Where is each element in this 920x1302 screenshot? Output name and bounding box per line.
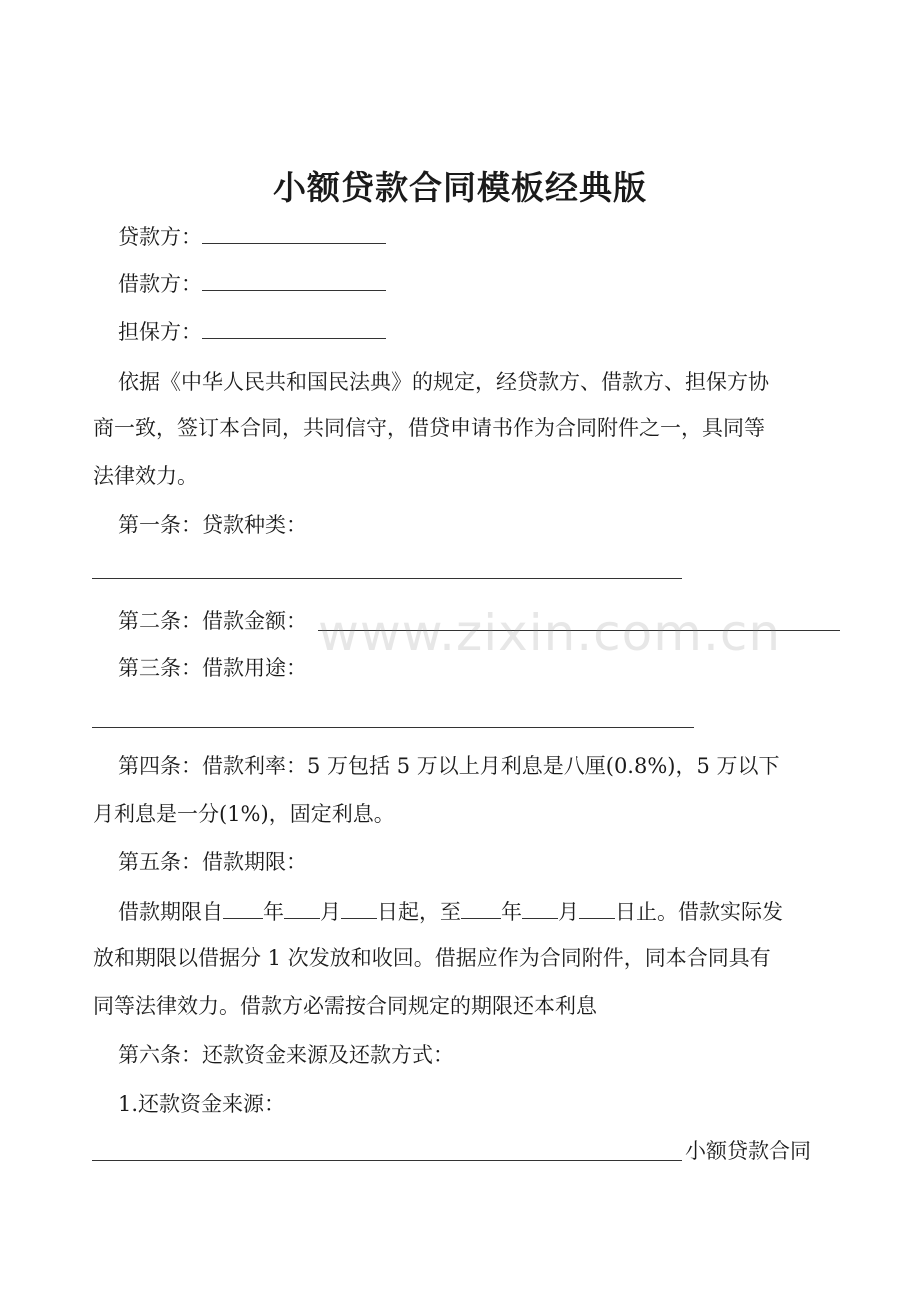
intro-line-1: 依据《中华人民共和国民法典》的规定，经贷款方、借款方、担保方协 xyxy=(118,370,769,394)
day-from-label: 日起，至 xyxy=(377,900,461,924)
start-month-blank xyxy=(284,898,320,919)
article-5-line-2: 放和期限以借据分 1 次发放和收回。借据应作为合同附件，同本合同具有 xyxy=(93,946,771,970)
article-2-heading: 第二条：借款金额： xyxy=(118,609,307,633)
footer-tail-text: 小额贷款合同 xyxy=(685,1139,811,1163)
guarantor-line xyxy=(118,317,386,347)
article-4-line-1: 第四条：借款利率：5 万包括 5 万以上月利息是八厘(0.8%)，5 万以下 xyxy=(118,754,780,778)
intro-line-3: 法律效力。 xyxy=(93,464,198,488)
end-day-blank xyxy=(579,898,615,919)
document-title: 小额贷款合同模板经典版 xyxy=(273,168,647,207)
end-month-blank xyxy=(522,898,558,919)
lender-label: 贷款方： xyxy=(118,225,202,249)
article-2-line xyxy=(118,606,307,636)
day-to-label: 日止。借款实际发 xyxy=(615,900,783,924)
watermark: www.zixin.com.cn xyxy=(318,604,782,662)
guarantor-blank xyxy=(202,318,386,339)
article-4-line-2: 月利息是一分(1%)，固定利息。 xyxy=(93,802,395,826)
borrower-label: 借款方： xyxy=(118,272,202,296)
lender-line xyxy=(118,222,386,252)
repayment-source-blank xyxy=(92,1160,682,1161)
start-year-blank xyxy=(223,898,263,919)
article-1-heading: 第一条：贷款种类： xyxy=(118,513,307,537)
guarantor-label: 担保方： xyxy=(118,320,202,344)
article-5-line-3: 同等法律效力。借款方必需按合同规定的期限还本利息 xyxy=(93,994,597,1018)
year-label-2: 年 xyxy=(501,900,522,924)
article-3-blank xyxy=(92,727,694,728)
month-label-2: 月 xyxy=(558,900,579,924)
intro-line-2: 商一致，签订本合同，共同信守，借贷申请书作为合同附件之一，具同等 xyxy=(93,416,765,440)
article-3-heading: 第三条：借款用途： xyxy=(118,656,307,680)
borrower-blank xyxy=(202,270,386,291)
borrower-line xyxy=(118,269,386,299)
article-5-heading: 第五条：借款期限： xyxy=(118,850,307,874)
article-1-blank xyxy=(92,578,682,579)
term-start-label: 借款期限自 xyxy=(118,900,223,924)
article-6-heading: 第六条：还款资金来源及还款方式： xyxy=(118,1043,454,1067)
article-5-line-1 xyxy=(118,897,783,927)
start-day-blank xyxy=(341,898,377,919)
lender-blank xyxy=(202,223,386,244)
end-year-blank xyxy=(461,898,501,919)
article-6-item-1: 1.还款资金来源： xyxy=(118,1092,286,1116)
month-label: 月 xyxy=(320,900,341,924)
year-label: 年 xyxy=(263,900,284,924)
